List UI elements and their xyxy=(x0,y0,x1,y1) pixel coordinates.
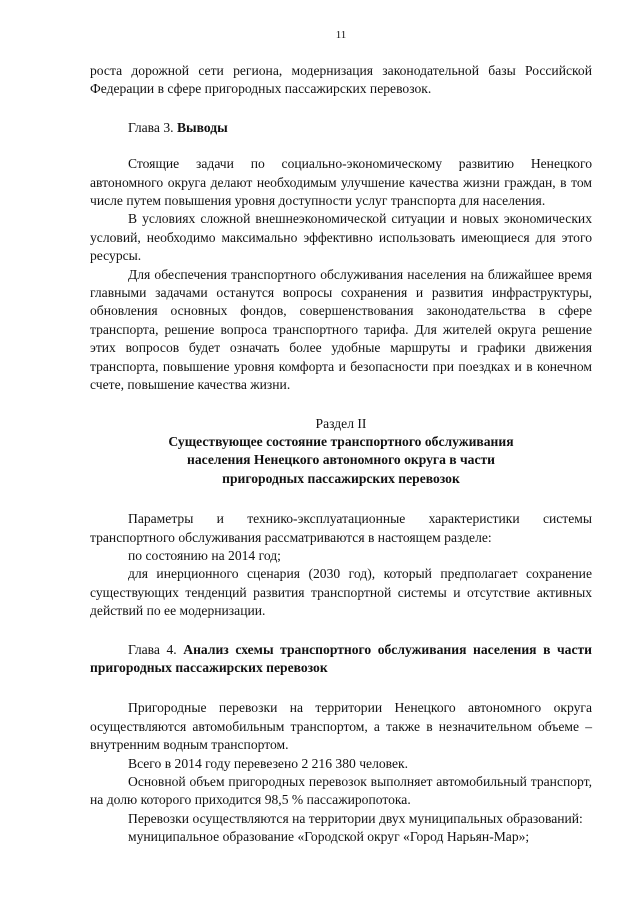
analysis-paragraph-1: Пригородные перевозки на территории Ненецкого автономного округа осуществляются автомобильным транспортом, а также в незначительном объеме – внутренним водным транспортом. xyxy=(90,700,592,753)
page-number: 11 xyxy=(335,29,347,41)
analysis-paragraph-4: Перевозки осуществляются на территории двух муниципальных образований: xyxy=(128,810,583,826)
params-item-1: по состоянию на 2014 год; xyxy=(128,547,281,563)
chapter-3-heading xyxy=(90,119,592,137)
conclusion-paragraph-2: В условиях сложной внешнеэкономической ситуации и новых экономических условий, необходимо максимально эффективно использовать имеющиеся для этого ресурсы. xyxy=(90,211,592,264)
params-item-2: для инерционного сценария (2030 год), который предполагает сохранение существующих тенденций развития транспортной системы и отсутствие активных действий по ее модернизации. xyxy=(90,566,592,619)
section-2-title-line-3: пригородных пассажирских перевозок xyxy=(222,470,460,486)
conclusion-paragraph-1: Стоящие задачи по социально-экономическому развитию Ненецкого автономного округа делают необходимым улучшение качества жизни граждан, в том числе путем повышения уровня доступности услуг транспорта для населения. xyxy=(90,156,592,209)
section-2-title-line-2: населения Ненецкого автономного округа в части xyxy=(186,452,496,468)
analysis-paragraph-2: Всего в 2014 году перевезено 2 216 380 человек. xyxy=(128,755,409,771)
section-2-label: Раздел II xyxy=(315,415,367,431)
chapter-4-heading xyxy=(90,641,592,678)
chapter-4-prefix: Глава 4. xyxy=(128,641,177,657)
section-2-title-line-1: Существующее состояние транспортного обслуживания xyxy=(168,433,514,449)
analysis-paragraph-3: Основной объем пригородных перевозок выполняет автомобильный транспорт, на долю которого приходится 98,5 % пассажиропотока. xyxy=(90,774,592,808)
chapter-4-title: Анализ схемы транспортного обслуживания населения в части пригородных пассажирских перевозок xyxy=(90,641,593,675)
analysis-paragraph-5: муниципальное образование «Городской округ «Город Нарьян-Мар»; xyxy=(128,829,530,845)
conclusion-paragraph-3: Для обеспечения транспортного обслуживания населения на ближайшее время главными задачами останутся вопросы сохранения и развития инфраструктуры, обновления основных фондов, совершенствования законодательства в сфере транспорта, решение вопроса транспортного тарифа. Для жителей округа решение этих вопросов будет означать более удобные маршруты и графики движения транспорта, повышение уровня комфорта и безопасности при поездках и в конечном счете, повышение качества жизни. xyxy=(90,266,592,393)
intro-paragraph: роста дорожной сети региона, модернизация законодательной базы Российской Федерации в сфере пригородных пассажирских перевозок. xyxy=(90,63,592,97)
chapter-3-title: Выводы xyxy=(176,119,228,135)
chapter-3-prefix: Глава 3. xyxy=(128,119,174,135)
params-paragraph: Параметры и технико-эксплуатационные характеристики системы транспортного обслуживания рассматриваются в настоящем разделе: xyxy=(90,511,592,545)
